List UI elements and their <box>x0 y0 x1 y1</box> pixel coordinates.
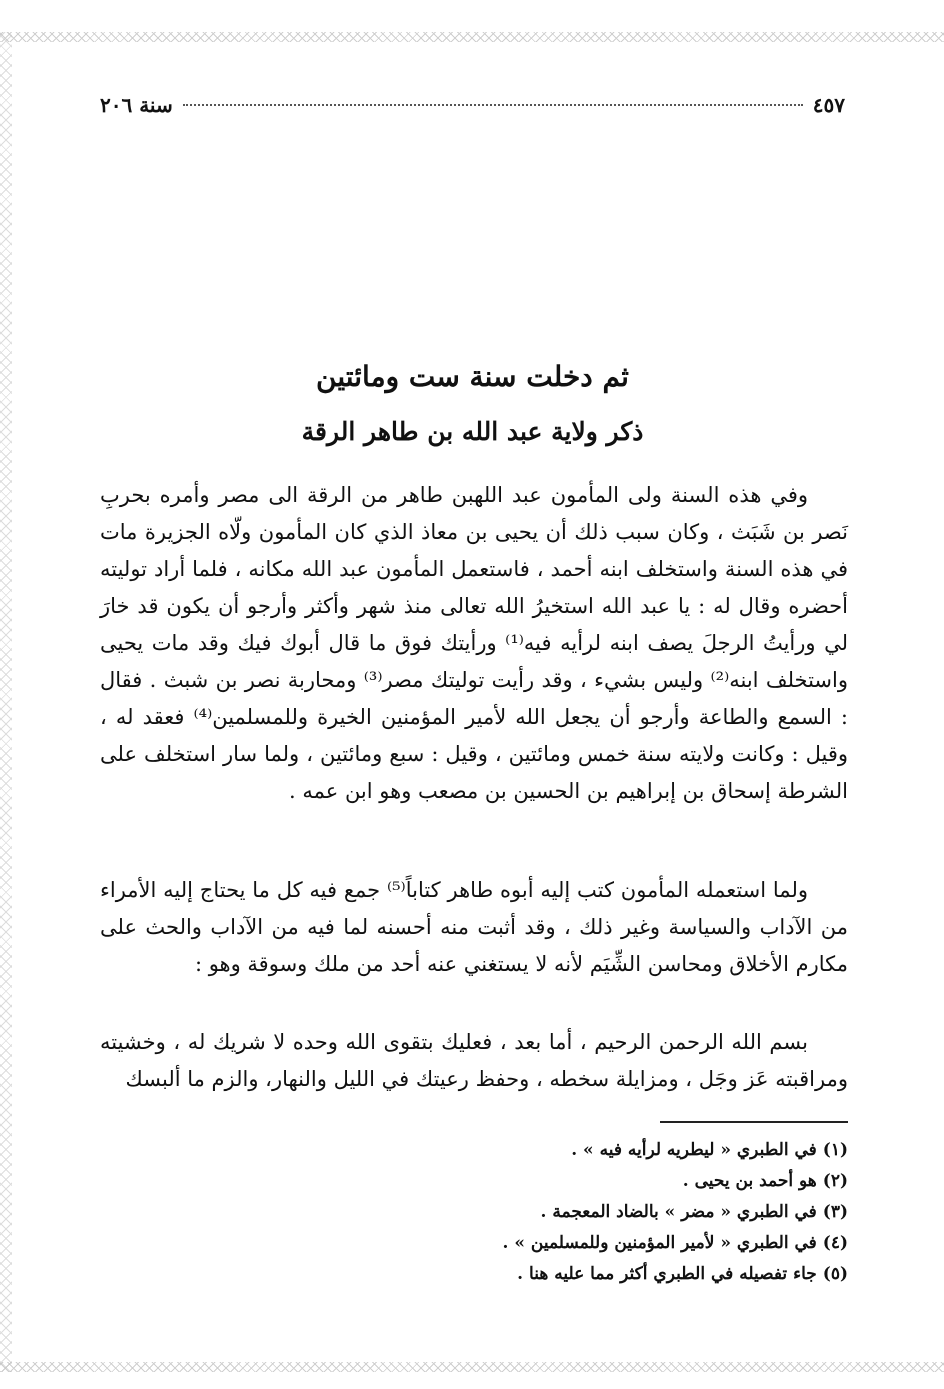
footnote-text: هو أحمد بن يحيى . <box>682 1171 817 1191</box>
footnote-number: (٥) <box>822 1264 848 1284</box>
footnote-5 <box>300 1259 848 1290</box>
footnote-text: جاء تفصيله في الطبري أكثر مما عليه هنا . <box>517 1264 817 1284</box>
footnote-1 <box>300 1135 848 1166</box>
footnote-number: (٣) <box>822 1202 848 1222</box>
footnote-3 <box>300 1197 848 1228</box>
section-title: ذكر ولاية عبد الله بن طاهر الرقة <box>301 417 644 446</box>
footnote-4 <box>300 1228 848 1259</box>
footnote-number: (٢) <box>822 1171 848 1191</box>
decorative-bottom-border <box>0 1362 944 1372</box>
decorative-left-border <box>0 32 12 1372</box>
footnote-text: في الطبري « لأمير المؤمنين وللمسلمين » . <box>502 1233 817 1253</box>
running-header <box>100 90 845 120</box>
body-paragraph-1: وفي هذه السنة ولى المأمون عبد اللهبن طاهر من الرقة الى مصر وأمره بحربِ نَصر بن شَبَث ، وكان سبب ذلك أن يحيى بن معاذ الذي كان المأمون ولّاه الجزيرة مات في هذه السنة واستخلف ابنه أحمد ، فاستعمل المأمون عبد الله مكانه ، فلما أراد توليته أحضره وقال له : يا عبد الله استخيرُ الله تعالى منذ شهر وأكثر وأرجو أن يكون قد خارَ لي ورأيتُ الرجلَ يصف ابنه لرأيه فيه⁽¹⁾ ورأيتك فوق ما قال أبوك فيك وقد مات يحيى واستخلف ابنه⁽²⁾ وليس بشيء ، وقد رأيت توليتك مصر⁽³⁾ ومحاربة نصر بن شبث . فقال : السمع والطاعة وأرجو أن يجعل الله لأمير المؤمنين الخيرة وللمسلمين⁽⁴⁾ فعقد له ، وقيل : وكانت ولايته سنة خمس ومائتين ، وقيل : سبع ومائتين ، ولما سار استخلف على الشرطة إسحاق بن إبراهيم بن الحسين بن مصعب وهو ابن عمه . <box>100 483 849 803</box>
header-dotted-leader <box>183 104 803 106</box>
footnotes <box>300 1135 848 1290</box>
header-year-label: سنة ٢٠٦ <box>100 93 173 117</box>
footnote-number: (٤) <box>822 1233 848 1253</box>
footnote-text: في الطبري « ليطريه لرأيه فيه » . <box>571 1140 817 1160</box>
decorative-top-border <box>0 32 944 42</box>
body-paragraph-2: ولما استعمله المأمون كتب إليه أبوه طاهر كتاباً⁽⁵⁾ جمع فيه كل ما يحتاج إليه الأمراء من الآداب والسياسة وغير ذلك ، وقد أثبت منه أحسنه لما فيه من الآداب والحث على مكارم الأخلاق ومحاسن الشِّيَم لأنه لا يستغني عنه أحد من ملك وسوقة وهو : <box>100 878 848 976</box>
body-paragraph-3: بسم الله الرحمن الرحيم ، أما بعد ، فعليك بتقوى الله وحده لا شريك له ، وخشيته ومراقبته عَز وجَل ، ومزايلة سخطه ، وحفظ رعيتك في الليل والنهار، والزم ما ألبسك <box>100 1030 848 1091</box>
chapter-title: ثم دخلت سنة ست ومائتين <box>316 360 629 393</box>
footnote-2 <box>300 1166 848 1197</box>
footnote-text: في الطبري « مضر » بالضاد المعجمة . <box>540 1202 817 1222</box>
page-number: ٤٥٧ <box>812 93 845 117</box>
footnote-separator <box>660 1121 848 1123</box>
footnote-number: (١) <box>822 1140 848 1160</box>
